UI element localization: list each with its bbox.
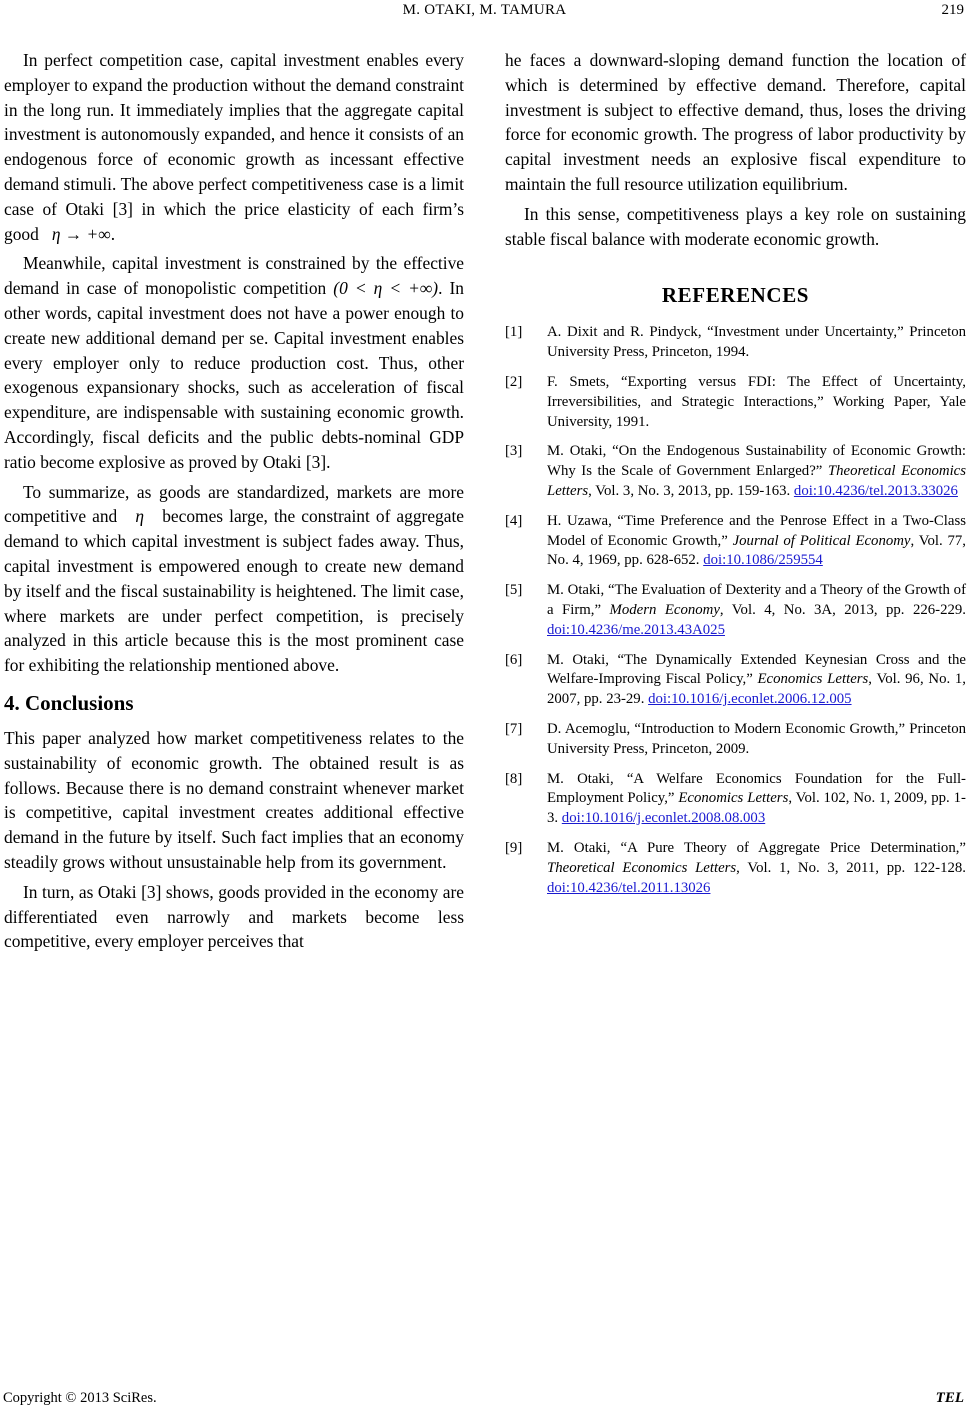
- paragraph-text: To summarize, as goods are standardized, markets are more competitive and: [4, 481, 464, 527]
- page-header: [0, 0, 969, 24]
- paragraph-perfect-competition: [4, 48, 464, 246]
- reference-item: [505, 442, 966, 501]
- paragraph-text: In perfect competition case, capital investment enables every employer to expand the production without the demand constraint in the long run. It immediately implies that the aggregate capital investment is autonomously expanded, and hence it consists of an endogenous force of economic growth as incessant effective demand stimuli. The above perfect competitiveness case is a limit case of Otaki [3] in which the price elasticity of each firm’s good: [4, 50, 464, 244]
- reference-doi-link[interactable]: doi:10.1016/j.econlet.2008.08.003: [561, 810, 766, 827]
- reference-item: [505, 373, 966, 432]
- reference-details: , Vol. 77, No. 4, 1969, pp. 628-652.: [547, 532, 966, 569]
- reference-number: [8]: [505, 770, 523, 787]
- journal-abbreviation: TEL: [935, 1390, 964, 1406]
- reference-journal: Economics Letters: [678, 790, 789, 807]
- paragraph-text-cont: becomes large, the constraint of aggregate demand to which capital investment is subject fades away. Thus, capital investment is empowered enough to create new demand by itself and the fiscal sustainability is heightened. The limit case, where markets are under perfect competition, is precisely analyzed in this article because this is the most prominent case for exhibiting the relationship mentioned above.: [4, 506, 464, 676]
- running-head-authors: M. OTAKI, M. TAMURA: [402, 2, 567, 18]
- reference-text: M. Otaki, “The Evaluation of Dexterity and a Theory of the Growth of a Firm,”: [547, 582, 966, 618]
- reference-list: [505, 323, 966, 898]
- references-heading: REFERENCES: [661, 283, 810, 308]
- paragraph-monopolistic: [4, 251, 464, 474]
- reference-item: [505, 651, 966, 710]
- reference-doi-link[interactable]: doi:10.1016/j.econlet.2006.12.005: [648, 691, 852, 708]
- reference-text: M. Otaki, “On the Endogenous Sustainability of Economic Growth: Why Is the Scale of Government Enlarged?”: [547, 443, 966, 480]
- paragraph-conclusions: This paper analyzed how market competitiveness relates to the sustainability of economic growth. The obtained result is as follows. Because there is no demand constraint whenever market is competitive, capital investment creates additional effective demand in the future by itself. Such fact implies that an economy steadily grows without unsustainable help from its government.: [4, 727, 464, 872]
- reference-number: [1]: [505, 324, 523, 341]
- reference-details: , Vol. 3, No. 3, 2013, pp. 159-163.: [588, 482, 794, 499]
- reference-details: , Vol. 96, No. 1, 2007, pp. 23-29.: [547, 671, 966, 708]
- paragraph-text: Meanwhile, capital investment is constrained by the effective demand in case of monopolistic competition: [4, 253, 464, 299]
- reference-doi-link[interactable]: doi:10.4236/me.2013.43A025: [547, 621, 725, 638]
- section-heading-conclusions: 4. Conclusions: [4, 690, 134, 715]
- reference-text: M. Otaki, “A Pure Theory of Aggregate Price Determination,”: [547, 839, 966, 856]
- reference-text: F. Smets, “Exporting versus FDI: The Effect of Uncertainty, Irreversibilities, and Strategic Interactions,” Working Paper, Yale University, 1991.: [547, 373, 966, 430]
- left-column: [4, 48, 464, 959]
- paragraph-competitiveness: In this sense, competitiveness plays a key role on sustaining stable fiscal balance with moderate economic growth.: [505, 203, 966, 249]
- reference-doi-link[interactable]: doi:10.4236/tel.2013.33026: [793, 482, 958, 499]
- reference-journal: Economics Letters: [757, 671, 869, 688]
- reference-journal: Modern Economy: [609, 601, 720, 618]
- reference-item: [505, 770, 966, 829]
- reference-item: [505, 323, 966, 363]
- reference-text: M. Otaki, “The Dynamically Extended Keynesian Cross and the Welfare-Improving Fiscal Policy,”: [547, 651, 966, 688]
- paragraph-text-cont: . In other words, capital investment does not have a power enough to create new additional demand per se. Capital investment enables every employer only to reduce production cost. Thus, other exogenous expansionary shocks, such as acceleration of fiscal expenditure, are indispensable with sustaining economic growth. Accordingly, fiscal deficits and the public debts-nominal GDP ratio become explosive as proved by Otaki [3].: [4, 278, 464, 472]
- paragraph-continued: he faces a downward-sloping demand function the location of which is determined by effective demand. Therefore, capital investment is subject to effective demand, thus, loses the driving force for economic growth. The progress of labor productivity by capital investment needs an explosive fiscal expenditure to maintain the full resource utilization equilibrium.: [505, 50, 966, 194]
- reference-details: , Vol. 102, No. 1, 2009, pp. 1-3.: [547, 790, 966, 827]
- eta-range-formula: (0 < η < +∞): [333, 278, 439, 299]
- reference-journal: Theoretical Economics Letters: [547, 463, 967, 499]
- reference-text: H. Uzawa, “Time Preference and the Penrose Effect in a Two-Class Model of Economic Growth,”: [547, 512, 966, 549]
- paragraph-otaki-shows: In turn, as Otaki [3] shows, goods provided in the economy are differentiated even narrowly and markets become less competitive, every employer perceives that: [4, 881, 464, 952]
- reference-number: [4]: [505, 512, 523, 529]
- page-number: 219: [941, 2, 964, 18]
- reference-number: [2]: [505, 373, 523, 390]
- eta-limit-formula: η → +∞: [51, 223, 111, 244]
- reference-details: , Vol. 1, No. 3, 2011, pp. 122-128.: [736, 859, 966, 876]
- reference-item: [505, 720, 966, 760]
- eta-symbol: η: [135, 506, 145, 527]
- reference-doi-link[interactable]: doi:10.4236/tel.2011.13026: [547, 879, 711, 896]
- reference-text: D. Acemoglu, “Introduction to Modern Economic Growth,” Princeton University Press, Princeton, 2009.: [547, 720, 966, 757]
- paragraph-text-end: .: [110, 223, 116, 244]
- reference-number: [5]: [505, 582, 523, 599]
- copyright-notice: Copyright © 2013 SciRes.: [3, 1390, 157, 1406]
- reference-number: [3]: [505, 443, 523, 460]
- reference-doi-link[interactable]: doi:10.1086/259554: [703, 552, 823, 569]
- reference-item: [505, 839, 966, 898]
- reference-item: [505, 512, 966, 571]
- reference-journal: Journal of Political Economy: [732, 532, 911, 549]
- right-column: [505, 48, 966, 908]
- paragraph-summary: [4, 480, 464, 678]
- reference-number: [9]: [505, 839, 523, 856]
- reference-number: [6]: [505, 651, 523, 668]
- reference-details: , Vol. 4, No. 3A, 2013, pp. 226-229.: [719, 601, 966, 618]
- reference-number: [7]: [505, 720, 523, 737]
- page-footer: [0, 1390, 969, 1414]
- reference-text: A. Dixit and R. Pindyck, “Investment under Uncertainty,” Princeton University Press, Princeton, 1994.: [547, 324, 966, 361]
- reference-journal: Theoretical Economics Letters: [547, 859, 737, 876]
- reference-text: M. Otaki, “A Welfare Economics Foundation for the Full-Employment Policy,”: [547, 770, 966, 807]
- reference-item: [505, 581, 966, 640]
